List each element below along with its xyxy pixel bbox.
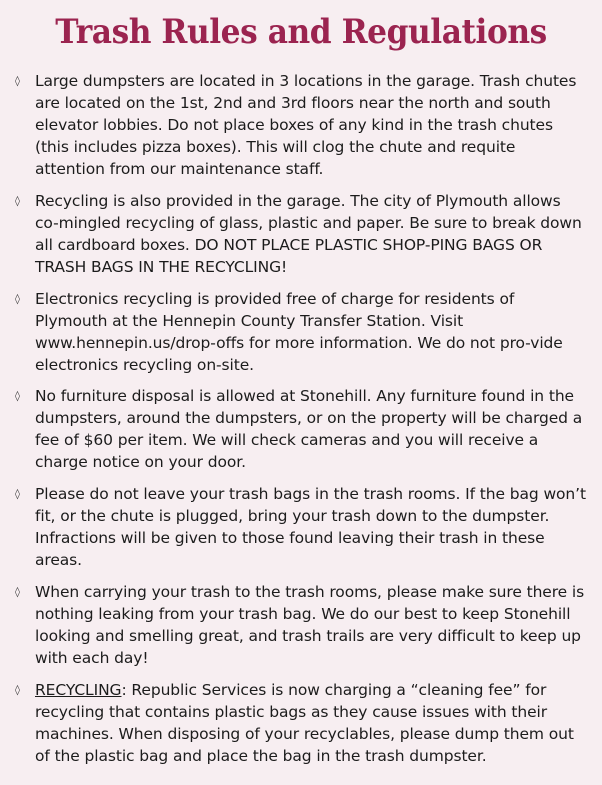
rule-text: Electronics recycling is provided free of charge for residents of Plymouth at the Hennepin County Transfer Station. Visit www.hennepin.us/drop-offs for more information. We do not pro-vide electronics recycling on-site. xyxy=(35,289,563,374)
page-title: Trash Rules and Regulations xyxy=(55,12,547,52)
rule-item xyxy=(0,679,602,767)
diamond-bullet-icon: ◊ xyxy=(15,293,20,305)
rule-text: Large dumpsters are located in 3 locations in the garage. Trash chutes are located on the 1st, 2nd and 3rd floors near the north and south elevator lobbies. Do not place boxes of any kind in the trash chutes (this includes pizza boxes). This will clog the chute and requite attention from our maintenance staff. xyxy=(35,72,577,178)
diamond-bullet-icon: ◊ xyxy=(15,76,20,87)
recycling-heading: RECYCLING xyxy=(35,680,122,699)
diamond-bullet-icon: ◊ xyxy=(15,489,20,501)
rule-text: When carrying your trash to the trash rooms, please make sure there is nothing leaking from your trash bag. We do our best to keep Stonehill looking and smelling great, and trash trails are very difficult to keep up with each day! xyxy=(35,582,585,667)
diamond-bullet-icon: ◊ xyxy=(15,195,20,207)
diamond-bullet-icon: ◊ xyxy=(15,684,20,696)
rule-item xyxy=(0,190,602,278)
rule-item xyxy=(0,581,602,669)
rule-item xyxy=(0,385,602,473)
diamond-bullet-icon: ◊ xyxy=(15,586,20,598)
rule-text: No furniture disposal is allowed at Stonehill. Any furniture found in the dumpsters, around the dumpsters, or on the property will be charged a fee of $60 per item. We will check cameras and you will receive a charge notice on your door. xyxy=(35,387,583,472)
rule-item xyxy=(0,483,602,571)
rules-list xyxy=(0,70,602,777)
rule-item xyxy=(0,288,602,376)
diamond-bullet-icon: ◊ xyxy=(15,391,20,403)
rule-text: Please do not leave your trash bags in the trash rooms. If the bag won’t fit, or the chute is plugged, bring your trash down to the dumpster. Infractions will be given to those found leaving their trash in these areas. xyxy=(35,485,586,570)
rule-text: : Republic Services is now charging a “cleaning fee” for recycling that contains plastic bags as they cause issues with their machines. When disposing of your recyclables, please dump them out of the plastic bag and place the bag in the trash dumpster. xyxy=(35,680,574,765)
rule-text: Recycling is also provided in the garage. The city of Plymouth allows co-mingled recycling of glass, plastic and paper. Be sure to break down all cardboard boxes. DO NOT PLACE PLASTIC SHOP-PING BAGS OR TRASH BAGS IN THE RECYCLING! xyxy=(35,191,582,276)
rule-item xyxy=(0,70,602,180)
